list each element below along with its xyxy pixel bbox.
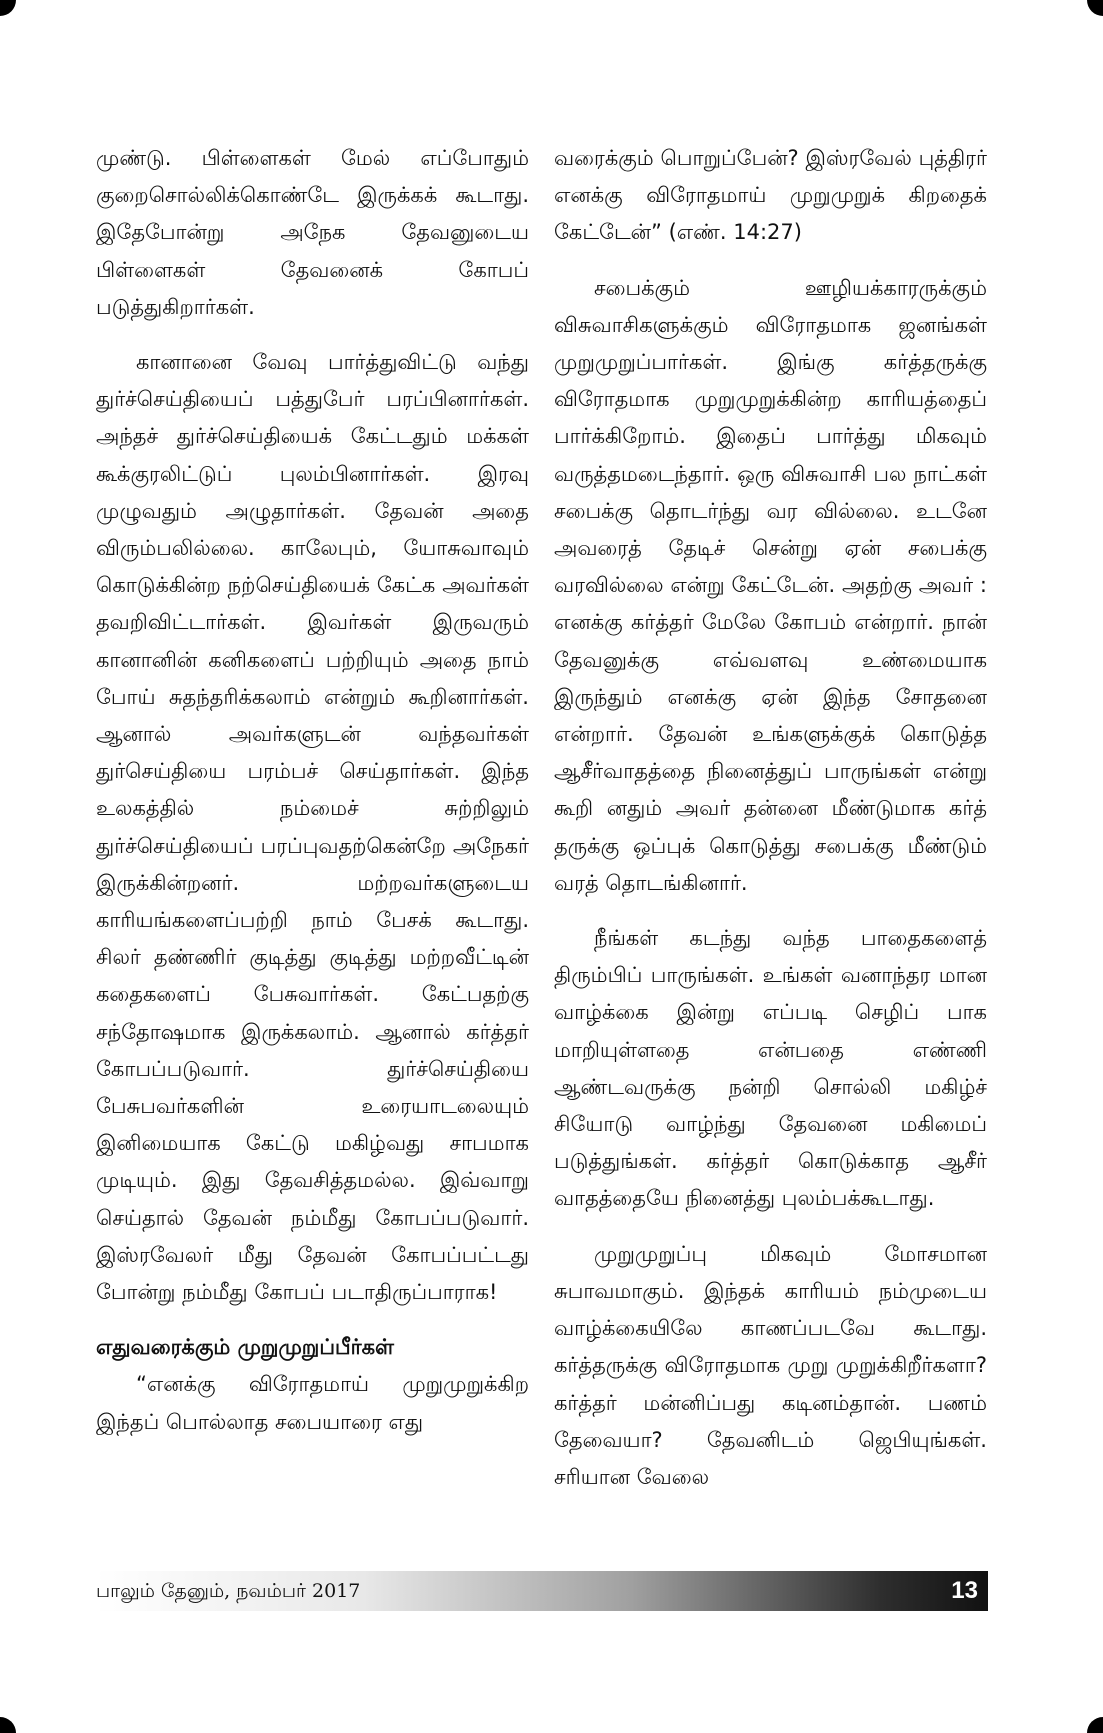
paragraph: சபைக்கும் ஊழியக்காரருக்கும் விசுவாசிகளுக்கும் விரோதமாக ஜனங்கள் முறுமுறுப்பார்கள். இங்கு கர்த்தருக்கு விரோதமாக முறுமுறுக்கின்ற காரியத்தைப் பார்க்கிறோம். இதைப் பார்த்து மிகவும் வருத்தமடைந்தார். ஒரு விசுவாசி பல நாட்கள் சபைக்கு தொடர்ந்து வர வில்லை. உடனே அவரைத் தேடிச் சென்று ஏன் சபைக்கு வரவில்லை என்று கேட்டேன். அதற்கு அவர் : எனக்கு கர்த்தர் மேலே கோபம் என்றார். நான் தேவனுக்கு எவ்வளவு உண்மையாக இருந்தும் எனக்கு ஏன் இந்த சோதனை என்றார். தேவன் உங்களுக்குக் கொடுத்த ஆசீர்வாதத்தை நினைத்துப் பாருங்கள் என்று கூறி னதும் அவர் தன்னை மீண்டுமாக கர்த் தருக்கு ஒப்புக் கொடுத்து சபைக்கு மீண்டும் வரத் தொடங்கினார். — [554, 275, 987, 895]
page-footer — [96, 1571, 988, 1611]
corner-mark-top-left — [0, 0, 16, 16]
scripture-quote: “எனக்கு விரோதமாய் முறுமுறுக்கிற இந்தப் பொல்லாத சபையாரை எது — [96, 1372, 529, 1434]
corner-mark-top-right — [1087, 0, 1103, 16]
corner-mark-bottom-left — [0, 1717, 16, 1733]
corner-mark-bottom-right — [1087, 1717, 1103, 1733]
paragraph: வரைக்கும் பொறுப்பேன்? இஸ்ரவேல் புத்திரர் எனக்கு விரோதமாய் முறுமுறுக் கிறதைக் கேட்டேன்” (எண். 14:27) — [554, 146, 987, 245]
magazine-title: பாலும் தேனும், நவம்பர் 2017 — [96, 1580, 361, 1602]
paragraph: முண்டு. பிள்ளைகள் மேல் எப்போதும் குறைசொல்லிக்கொண்டே இருக்கக் கூடாது. இதேபோன்று அநேக தேவனுடைய பிள்ளைகள் தேவனைக் கோபப் படுத்துகிறார்கள். — [96, 146, 529, 319]
left-column — [96, 140, 529, 1540]
right-column — [554, 140, 987, 1540]
section-heading: எதுவரைக்கும் முறுமுறுப்பீர்கள் — [96, 1335, 394, 1360]
paragraph: முறுமுறுப்பு மிகவும் மோசமான சுபாவமாகும். இந்தக் காரியம் நம்முடைய வாழ்க்கையிலே காணப்படவே கூடாது. கர்த்தருக்கு விரோதமாக முறு முறுக்கிறீர்களா? கர்த்தர் மன்னிப்பது கடினம்தான். பணம் தேவையா? தேவனிடம் ஜெபியுங்கள். சரியான வேலை — [554, 1241, 987, 1489]
page-number: 13 — [951, 1577, 978, 1604]
paragraph: நீங்கள் கடந்து வந்த பாதைகளைத் திரும்பிப் பாருங்கள். உங்கள் வனாந்தர மான வாழ்க்கை இன்று எப்படி செழிப் பாக மாறியுள்ளதை என்பதை எண்ணி ஆண்டவருக்கு நன்றி சொல்லி மகிழ்ச் சியோடு வாழ்ந்து தேவனை மகிமைப் படுத்துங்கள். கர்த்தர் கொடுக்காத ஆசீர் வாதத்தையே நினைத்து புலம்பக்கூடாது. — [554, 926, 987, 1211]
page-body — [96, 140, 988, 1540]
paragraph: கானானை வேவு பார்த்துவிட்டு வந்து துர்ச்செய்தியைப் பத்துபேர் பரப்பினார்கள். அந்தச் துர்ச்செய்தியைக் கேட்டதும் மக்கள் கூக்குரலிட்டுப் புலம்பினார்கள். இரவு முழுவதும் அழுதார்கள். தேவன் அதை விரும்பலில்லை. காலேபும், யோசுவாவும் கொடுக்கின்ற நற்செய்தியைக் கேட்க அவர்கள் தவறிவிட்டார்கள். இவர்கள் இருவரும் கானானின் கனிகளைப் பற்றியும் அதை நாம் போய் சுதந்தரிக்கலாம் என்றும் கூறினார்கள். ஆனால் அவர்களுடன் வந்தவர்கள் துர்செய்தியை பரம்பச் செய்தார்கள். இந்த உலகத்தில் நம்மைச் சுற்றிலும் துர்ச்செய்தியைப் பரப்புவதற்கென்றே அநேகர் இருக்கின்றனர். மற்றவர்களுடைய காரியங்களைப்பற்றி நாம் பேசக் கூடாது. சிலர் தண்ணிர் குடித்து குடித்து மற்றவீட்டின் கதைகளைப் பேசுவார்கள். கேட்பதற்கு சந்தோஷமாக இருக்கலாம். ஆனால் கர்த்தர் கோபப்படுவார். துர்ச்செய்தியை பேசுபவர்களின் உரையாடலையும் இனிமையாக கேட்டு மகிழ்வது சாபமாக முடியும். இது தேவசித்தமல்ல. இவ்வாறு செய்தால் தேவன் நம்மீது கோபப்படுவார். இஸ்ரவேலர் மீது தேவன் கோபப்பட்டது போன்று நம்மீது கோபப் படாதிருப்பாராக! — [96, 350, 529, 1305]
